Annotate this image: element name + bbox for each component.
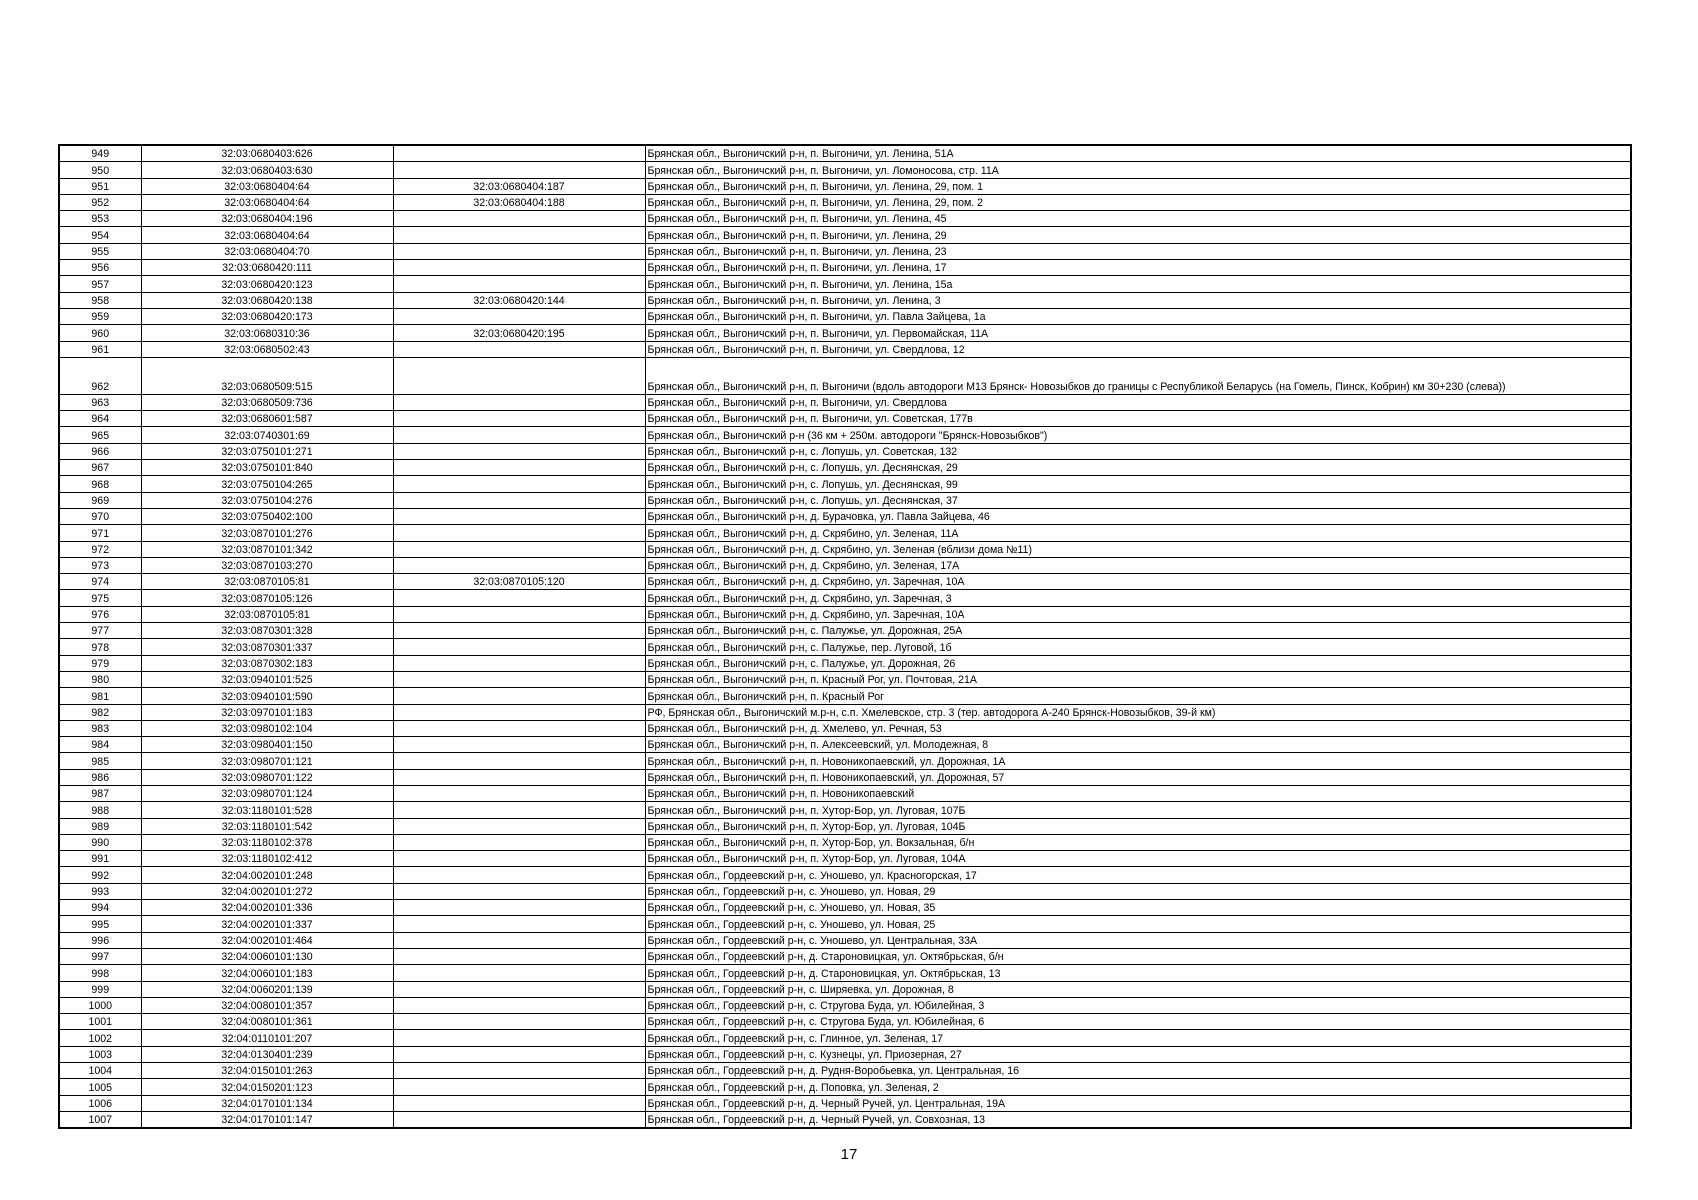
table-row [59, 606, 1631, 622]
cadastral-number: 32:03:1180102:412 [141, 851, 393, 867]
related-cadastral-number [393, 720, 645, 736]
address: Брянская обл., Гордеевский р-н, д. Черный Ручей, ул. Совхозная, 13 [645, 1111, 1631, 1128]
table-row [59, 443, 1631, 459]
address: Брянская обл., Выгоничский р-н, д. Скрябино, ул. Заречная, 10А [645, 606, 1631, 622]
row-number: 985 [59, 753, 141, 769]
address: Брянская обл., Гордеевский р-н, д. Староновицкая, ул. Октябрьская, б/н [645, 948, 1631, 964]
address: Брянская обл., Выгоничский р-н, с. Палужье, ул. Дорожная, 26 [645, 655, 1631, 671]
related-cadastral-number: 32:03:0680404:187 [393, 178, 645, 194]
address: Брянская обл., Выгоничский р-н, п. Выгоничи, ул. Ленина, 51А [645, 145, 1631, 162]
address: Брянская обл., Выгоничский р-н, п. Алексеевский, ул. Молодежная, 8 [645, 737, 1631, 753]
table-row [59, 981, 1631, 997]
cadastral-number: 32:03:0680404:196 [141, 211, 393, 227]
related-cadastral-number [393, 276, 645, 292]
related-cadastral-number [393, 460, 645, 476]
cadastral-number: 32:03:0870105:81 [141, 574, 393, 590]
address: Брянская обл., Выгоничский р-н, с. Палужье, пер. Луговой, 1б [645, 639, 1631, 655]
table-row [59, 260, 1631, 276]
related-cadastral-number [393, 851, 645, 867]
cadastral-number: 32:03:0870103:270 [141, 557, 393, 573]
address: Брянская обл., Выгоничский р-н, д. Скрябино, ул. Заречная, 3 [645, 590, 1631, 606]
cadastral-number: 32:03:0870105:126 [141, 590, 393, 606]
address: Брянская обл., Выгоничский р-н, п. Выгоничи, ул. Советская, 177в [645, 411, 1631, 427]
cadastral-number: 32:04:0020101:464 [141, 932, 393, 948]
table-row [59, 802, 1631, 818]
related-cadastral-number [393, 737, 645, 753]
cadastral-number: 32:03:0680404:64 [141, 178, 393, 194]
address: Брянская обл., Гордеевский р-н, д. Черный Ручей, ул. Центральная, 19А [645, 1095, 1631, 1111]
row-number: 964 [59, 411, 141, 427]
address: Брянская обл., Выгоничский р-н, п. Выгоничи, ул. Ленина, 45 [645, 211, 1631, 227]
table-row [59, 818, 1631, 834]
row-number: 998 [59, 965, 141, 981]
cadastral-number: 32:04:0020101:272 [141, 883, 393, 899]
table-row [59, 1046, 1631, 1062]
cadastral-number: 32:03:0980701:124 [141, 785, 393, 801]
row-number: 979 [59, 655, 141, 671]
address: Брянская обл., Выгоничский р-н, п. Выгоничи, ул. Ленина, 29, пом. 1 [645, 178, 1631, 194]
related-cadastral-number [393, 948, 645, 964]
cadastral-number: 32:03:0680404:64 [141, 227, 393, 243]
table-row [59, 276, 1631, 292]
related-cadastral-number [393, 769, 645, 785]
address: Брянская обл., Гордеевский р-н, с. Стругова Буда, ул. Юбилейная, 6 [645, 1014, 1631, 1030]
row-number: 999 [59, 981, 141, 997]
table-row [59, 194, 1631, 210]
address: Брянская обл., Выгоничский р-н, п. Выгоничи, ул. Ленина, 29, пом. 2 [645, 194, 1631, 210]
cadastral-number: 32:03:0940101:525 [141, 671, 393, 687]
table-row [59, 557, 1631, 573]
cadastral-number: 32:03:1180101:542 [141, 818, 393, 834]
table-row [59, 574, 1631, 590]
row-number: 976 [59, 606, 141, 622]
row-number: 997 [59, 948, 141, 964]
row-number: 1007 [59, 1111, 141, 1128]
address: Брянская обл., Выгоничский р-н, п. Выгоничи, ул. Ленина, 15а [645, 276, 1631, 292]
cadastral-number: 32:04:0170101:134 [141, 1095, 393, 1111]
row-number: 958 [59, 292, 141, 308]
address: Брянская обл., Выгоничский р-н, д. Скрябино, ул. Зеленая, 11А [645, 525, 1631, 541]
row-number: 982 [59, 704, 141, 720]
cadastral-number: 32:04:0080101:357 [141, 997, 393, 1013]
row-number: 973 [59, 557, 141, 573]
row-number: 980 [59, 671, 141, 687]
cadastral-number: 32:03:0680420:138 [141, 292, 393, 308]
address: Брянская обл., Гордеевский р-н, с. Кузнецы, ул. Приозерная, 27 [645, 1046, 1631, 1062]
row-number: 1002 [59, 1030, 141, 1046]
cadastral-number: 32:04:0110101:207 [141, 1030, 393, 1046]
related-cadastral-number [393, 525, 645, 541]
cadastral-number: 32:03:0940101:590 [141, 688, 393, 704]
cadastral-number: 32:04:0060101:183 [141, 965, 393, 981]
table-row [59, 411, 1631, 427]
table-row [59, 227, 1631, 243]
cadastral-number: 32:04:0020101:336 [141, 900, 393, 916]
table-row [59, 851, 1631, 867]
address: Брянская обл., Выгоничский р-н, п. Выгоничи, ул. Ленина, 3 [645, 292, 1631, 308]
related-cadastral-number [393, 492, 645, 508]
table-row [59, 162, 1631, 178]
row-number: 1001 [59, 1014, 141, 1030]
row-number: 981 [59, 688, 141, 704]
address: Брянская обл., Выгоничский р-н, п. Выгоничи (вдоль автодороги М13 Брянск- Новозыбков до границы с Республикой Беларусь (на Гомель, Пинск, Кобрин) км 30+230 (слева)) [645, 357, 1631, 394]
row-number: 1005 [59, 1079, 141, 1095]
table-row [59, 704, 1631, 720]
table-row [59, 1079, 1631, 1095]
address: Брянская обл., Гордеевский р-н, с. Глинное, ул. Зеленая, 17 [645, 1030, 1631, 1046]
table-row [59, 211, 1631, 227]
related-cadastral-number [393, 785, 645, 801]
cadastral-number: 32:03:0680420:173 [141, 308, 393, 324]
related-cadastral-number [393, 357, 645, 394]
related-cadastral-number [393, 623, 645, 639]
cadastral-number: 32:03:0980701:122 [141, 769, 393, 785]
table-row [59, 639, 1631, 655]
address: Брянская обл., Выгоничский р-н, с. Лопушь, ул. Деснянская, 37 [645, 492, 1631, 508]
related-cadastral-number [393, 1063, 645, 1079]
address: Брянская обл., Гордеевский р-н, д. Поповка, ул. Зеленая, 2 [645, 1079, 1631, 1095]
table-row [59, 720, 1631, 736]
row-number: 995 [59, 916, 141, 932]
related-cadastral-number [393, 508, 645, 524]
row-number: 977 [59, 623, 141, 639]
cadastral-number: 32:03:0870301:328 [141, 623, 393, 639]
row-number: 971 [59, 525, 141, 541]
table-row [59, 867, 1631, 883]
row-number: 959 [59, 308, 141, 324]
related-cadastral-number [393, 688, 645, 704]
address: РФ, Брянская обл., Выгоничский м.р-н, с.п. Хмелевское, стр. 3 (тер. автодорога А-240 Брянск-Новозыбков, 39-й км) [645, 704, 1631, 720]
cadastral-number: 32:03:1180101:528 [141, 802, 393, 818]
address: Брянская обл., Выгоничский р-н, п. Хутор-Бор, ул. Луговая, 104А [645, 851, 1631, 867]
row-number: 972 [59, 541, 141, 557]
table-row [59, 965, 1631, 981]
cadastral-number: 32:03:0680420:111 [141, 260, 393, 276]
related-cadastral-number [393, 427, 645, 443]
cadastral-number: 32:04:0170101:147 [141, 1111, 393, 1128]
address: Брянская обл., Выгоничский р-н, д. Хмелево, ул. Речная, 53 [645, 720, 1631, 736]
cadastral-number: 32:03:0680403:630 [141, 162, 393, 178]
table-row [59, 145, 1631, 162]
related-cadastral-number [393, 997, 645, 1013]
row-number: 1003 [59, 1046, 141, 1062]
related-cadastral-number [393, 541, 645, 557]
row-number: 992 [59, 867, 141, 883]
address: Брянская обл., Выгоничский р-н, п. Выгоничи, ул. Ломоносова, стр. 11А [645, 162, 1631, 178]
table-row [59, 525, 1631, 541]
table-row [59, 427, 1631, 443]
row-number: 984 [59, 737, 141, 753]
row-number: 951 [59, 178, 141, 194]
table-row [59, 769, 1631, 785]
address: Брянская обл., Выгоничский р-н, п. Новоникопаевский [645, 785, 1631, 801]
table-row [59, 688, 1631, 704]
cadastral-number: 32:03:0680509:515 [141, 357, 393, 394]
cadastral-number: 32:04:0150101:263 [141, 1063, 393, 1079]
table-row [59, 883, 1631, 899]
related-cadastral-number [393, 671, 645, 687]
row-number: 986 [59, 769, 141, 785]
row-number: 970 [59, 508, 141, 524]
table-row [59, 476, 1631, 492]
row-number: 968 [59, 476, 141, 492]
related-cadastral-number [393, 1014, 645, 1030]
related-cadastral-number [393, 557, 645, 573]
row-number: 962 [59, 357, 141, 394]
table-row [59, 834, 1631, 850]
related-cadastral-number [393, 590, 645, 606]
row-number: 967 [59, 460, 141, 476]
related-cadastral-number [393, 1111, 645, 1128]
address: Брянская обл., Выгоничский р-н, п. Хутор-Бор, ул. Луговая, 104Б [645, 818, 1631, 834]
related-cadastral-number [393, 443, 645, 459]
related-cadastral-number [393, 308, 645, 324]
related-cadastral-number [393, 162, 645, 178]
related-cadastral-number [393, 1030, 645, 1046]
cadastral-number: 32:03:0870105:81 [141, 606, 393, 622]
address: Брянская обл., Выгоничский р-н, п. Красный Рог, ул. Почтовая, 21А [645, 671, 1631, 687]
related-cadastral-number [393, 655, 645, 671]
cadastral-number: 32:03:0970101:183 [141, 704, 393, 720]
related-cadastral-number [393, 1079, 645, 1095]
row-number: 1000 [59, 997, 141, 1013]
address: Брянская обл., Выгоничский р-н, п. Выгоничи, ул. Свердлова [645, 394, 1631, 410]
address: Брянская обл., Выгоничский р-н, с. Лопушь, ул. Советская, 132 [645, 443, 1631, 459]
address: Брянская обл., Выгоничский р-н, д. Скрябино, ул. Заречная, 10А [645, 574, 1631, 590]
cadastral-number: 32:03:0680502:43 [141, 341, 393, 357]
address: Брянская обл., Выгоничский р-н, с. Лопушь, ул. Деснянская, 99 [645, 476, 1631, 492]
table-row [59, 1095, 1631, 1111]
related-cadastral-number [393, 867, 645, 883]
related-cadastral-number [393, 411, 645, 427]
related-cadastral-number [393, 476, 645, 492]
cadastral-number: 32:04:0130401:239 [141, 1046, 393, 1062]
address: Брянская обл., Выгоничский р-н, с. Лопушь, ул. Деснянская, 29 [645, 460, 1631, 476]
address: Брянская обл., Гордеевский р-н, с. Уношево, ул. Новая, 25 [645, 916, 1631, 932]
row-number: 990 [59, 834, 141, 850]
table-row [59, 671, 1631, 687]
cadastral-number: 32:04:0060201:139 [141, 981, 393, 997]
address: Брянская обл., Выгоничский р-н (36 км + 250м. автодороги "Брянск-Новозыбков") [645, 427, 1631, 443]
table-row [59, 508, 1631, 524]
row-number: 960 [59, 325, 141, 341]
related-cadastral-number [393, 834, 645, 850]
related-cadastral-number [393, 211, 645, 227]
related-cadastral-number [393, 932, 645, 948]
related-cadastral-number [393, 1095, 645, 1111]
address: Брянская обл., Выгоничский р-н, п. Выгоничи, ул. Павла Зайцева, 1а [645, 308, 1631, 324]
cadastral-number: 32:04:0020101:248 [141, 867, 393, 883]
row-number: 974 [59, 574, 141, 590]
row-number: 969 [59, 492, 141, 508]
row-number: 983 [59, 720, 141, 736]
related-cadastral-number: 32:03:0680404:188 [393, 194, 645, 210]
cadastral-number: 32:03:0680403:626 [141, 145, 393, 162]
table-row [59, 357, 1631, 394]
address: Брянская обл., Выгоничский р-н, д. Бурачовка, ул. Павла Зайцева, 46 [645, 508, 1631, 524]
table-row [59, 948, 1631, 964]
address: Брянская обл., Гордеевский р-н, д. Рудня-Воробьевка, ул. Центральная, 16 [645, 1063, 1631, 1079]
related-cadastral-number [393, 227, 645, 243]
cadastral-number: 32:03:0680420:123 [141, 276, 393, 292]
table-row [59, 292, 1631, 308]
related-cadastral-number [393, 900, 645, 916]
row-number: 961 [59, 341, 141, 357]
address: Брянская обл., Выгоничский р-н, п. Выгоничи, ул. Ленина, 29 [645, 227, 1631, 243]
cadastral-number: 32:03:0870101:276 [141, 525, 393, 541]
address: Брянская обл., Выгоничский р-н, п. Выгоничи, ул. Ленина, 17 [645, 260, 1631, 276]
address: Брянская обл., Выгоничский р-н, п. Красный Рог [645, 688, 1631, 704]
table-row [59, 1030, 1631, 1046]
related-cadastral-number [393, 802, 645, 818]
row-number: 996 [59, 932, 141, 948]
row-number: 994 [59, 900, 141, 916]
cadastral-number: 32:04:0080101:361 [141, 1014, 393, 1030]
row-number: 950 [59, 162, 141, 178]
table-row [59, 460, 1631, 476]
cadastral-number: 32:03:0680404:70 [141, 243, 393, 259]
table-row [59, 900, 1631, 916]
table-row [59, 1111, 1631, 1128]
cadastral-number: 32:03:0980102:104 [141, 720, 393, 736]
table-row [59, 492, 1631, 508]
row-number: 949 [59, 145, 141, 162]
cadastral-number: 32:03:0980701:121 [141, 753, 393, 769]
row-number: 956 [59, 260, 141, 276]
related-cadastral-number [393, 818, 645, 834]
table-row [59, 325, 1631, 341]
cadastral-number: 32:03:0750104:265 [141, 476, 393, 492]
address: Брянская обл., Гордеевский р-н, с. Уношево, ул. Центральная, 33А [645, 932, 1631, 948]
address: Брянская обл., Выгоничский р-н, п. Выгоничи, ул. Свердлова, 12 [645, 341, 1631, 357]
row-number: 957 [59, 276, 141, 292]
table-row [59, 178, 1631, 194]
address: Брянская обл., Гордеевский р-н, с. Стругова Буда, ул. Юбилейная, 3 [645, 997, 1631, 1013]
cadastral-number: 32:03:0680404:64 [141, 194, 393, 210]
row-number: 954 [59, 227, 141, 243]
row-number: 1004 [59, 1063, 141, 1079]
table-row [59, 541, 1631, 557]
cadastral-number: 32:04:0060101:130 [141, 948, 393, 964]
row-number: 965 [59, 427, 141, 443]
cadastral-number: 32:03:0870302:183 [141, 655, 393, 671]
cadastral-number: 32:04:0020101:337 [141, 916, 393, 932]
cadastral-number: 32:03:0980401:150 [141, 737, 393, 753]
related-cadastral-number [393, 883, 645, 899]
related-cadastral-number [393, 394, 645, 410]
cadastral-number: 32:03:0870301:337 [141, 639, 393, 655]
related-cadastral-number: 32:03:0870105:120 [393, 574, 645, 590]
address: Брянская обл., Выгоничский р-н, п. Хутор-Бор, ул. Вокзальная, б/н [645, 834, 1631, 850]
related-cadastral-number [393, 965, 645, 981]
address: Брянская обл., Гордеевский р-н, с. Уношево, ул. Новая, 35 [645, 900, 1631, 916]
table-row [59, 932, 1631, 948]
address: Брянская обл., Гордеевский р-н, д. Староновицкая, ул. Октябрьская, 13 [645, 965, 1631, 981]
row-number: 987 [59, 785, 141, 801]
row-number: 952 [59, 194, 141, 210]
table-row [59, 753, 1631, 769]
related-cadastral-number [393, 1046, 645, 1062]
row-number: 989 [59, 818, 141, 834]
row-number: 978 [59, 639, 141, 655]
address: Брянская обл., Выгоничский р-н, д. Скрябино, ул. Зеленая (вблизи дома №11) [645, 541, 1631, 557]
row-number: 988 [59, 802, 141, 818]
cadastral-number: 32:03:0750104:276 [141, 492, 393, 508]
address: Брянская обл., Выгоничский р-н, п. Хутор-Бор, ул. Луговая, 107Б [645, 802, 1631, 818]
table-row [59, 997, 1631, 1013]
cadastral-number: 32:03:0680509:736 [141, 394, 393, 410]
table-row [59, 590, 1631, 606]
cadastral-number: 32:03:0870101:342 [141, 541, 393, 557]
page-number: 17 [840, 1146, 858, 1163]
table-row [59, 623, 1631, 639]
related-cadastral-number [393, 260, 645, 276]
row-number: 955 [59, 243, 141, 259]
address: Брянская обл., Выгоничский р-н, п. Выгоничи, ул. Ленина, 23 [645, 243, 1631, 259]
address: Брянская обл., Гордеевский р-н, с. Ширяевка, ул. Дорожная, 8 [645, 981, 1631, 997]
address: Брянская обл., Гордеевский р-н, с. Уношево, ул. Новая, 29 [645, 883, 1631, 899]
related-cadastral-number [393, 916, 645, 932]
row-number: 963 [59, 394, 141, 410]
cadastral-number: 32:04:0150201:123 [141, 1079, 393, 1095]
row-number: 953 [59, 211, 141, 227]
related-cadastral-number: 32:03:0680420:144 [393, 292, 645, 308]
address: Брянская обл., Выгоничский р-н, п. Выгоничи, ул. Первомайская, 11А [645, 325, 1631, 341]
related-cadastral-number: 32:03:0680420:195 [393, 325, 645, 341]
related-cadastral-number [393, 606, 645, 622]
related-cadastral-number [393, 753, 645, 769]
table-row [59, 394, 1631, 410]
row-number: 1006 [59, 1095, 141, 1111]
address: Брянская обл., Гордеевский р-н, с. Уношево, ул. Красногорская, 17 [645, 867, 1631, 883]
registry-table [58, 144, 1632, 1129]
related-cadastral-number [393, 341, 645, 357]
related-cadastral-number [393, 981, 645, 997]
related-cadastral-number [393, 639, 645, 655]
cadastral-number: 32:03:0680310:36 [141, 325, 393, 341]
address: Брянская обл., Выгоничский р-н, д. Скрябино, ул. Зеленая, 17А [645, 557, 1631, 573]
cadastral-number: 32:03:0680601:587 [141, 411, 393, 427]
related-cadastral-number [393, 243, 645, 259]
table-row [59, 1063, 1631, 1079]
table-row [59, 785, 1631, 801]
row-number: 993 [59, 883, 141, 899]
registry-table-body [59, 145, 1631, 1128]
cadastral-number: 32:03:0750101:271 [141, 443, 393, 459]
table-row [59, 243, 1631, 259]
address: Брянская обл., Выгоничский р-н, с. Палужье, ул. Дорожная, 25А [645, 623, 1631, 639]
table-row [59, 341, 1631, 357]
table-row [59, 1014, 1631, 1030]
table-row [59, 308, 1631, 324]
related-cadastral-number [393, 704, 645, 720]
table-row [59, 655, 1631, 671]
address: Брянская обл., Выгоничский р-н, п. Новоникопаевский, ул. Дорожная, 1А [645, 753, 1631, 769]
row-number: 975 [59, 590, 141, 606]
cadastral-number: 32:03:0740301:69 [141, 427, 393, 443]
cadastral-number: 32:03:0750402:100 [141, 508, 393, 524]
address: Брянская обл., Выгоничский р-н, п. Новоникопаевский, ул. Дорожная, 57 [645, 769, 1631, 785]
row-number: 991 [59, 851, 141, 867]
related-cadastral-number [393, 145, 645, 162]
table-row [59, 916, 1631, 932]
row-number: 966 [59, 443, 141, 459]
cadastral-number: 32:03:0750101:840 [141, 460, 393, 476]
table-row [59, 737, 1631, 753]
cadastral-number: 32:03:1180102:378 [141, 834, 393, 850]
